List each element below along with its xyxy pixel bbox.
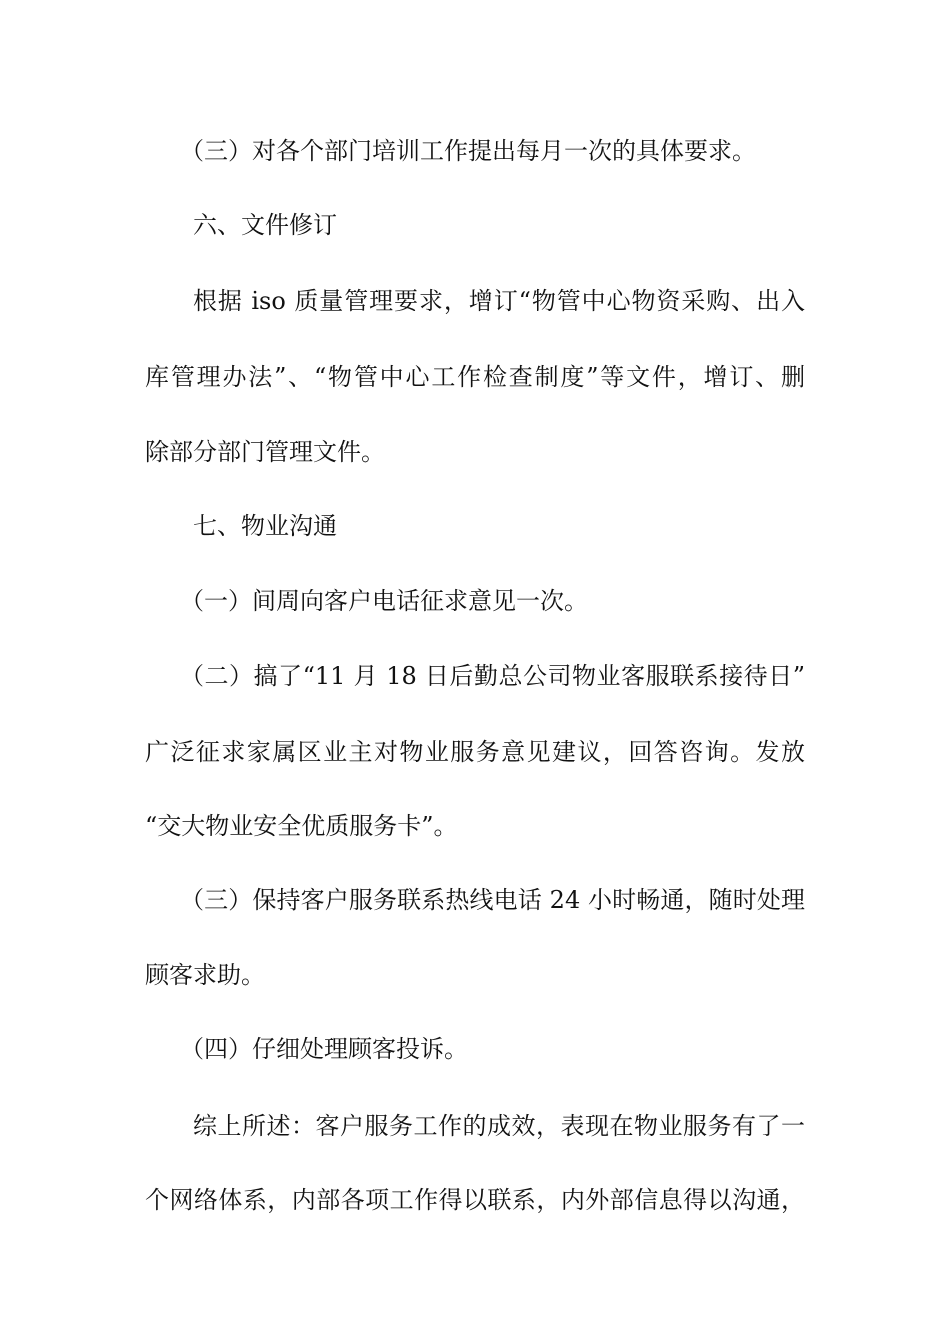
line-text: 广泛征求家属区业主对物业服务意见建议，回答咨询。发放 [145, 738, 805, 766]
paragraph-line [0, 880, 950, 920]
line-text: 库管理办法”、“物管中心工作检查制度”等文件，增订、删 [145, 363, 805, 391]
line-text: 除部分部门管理文件。 [145, 438, 385, 466]
paragraph-line [0, 131, 950, 171]
line-text: 根据 iso 质量管理要求，增订“物管中心物资采购、出入 [193, 287, 805, 315]
paragraph-line [0, 955, 950, 995]
line-text: 综上所述：客户服务工作的成效，表现在物业服务有了一 [193, 1112, 805, 1140]
line-text: （三）保持客户服务联系热线电话 24 小时畅通，随时处理 [180, 886, 805, 914]
paragraph-line [0, 732, 950, 772]
paragraph-line [0, 357, 950, 397]
paragraph-line [0, 806, 950, 846]
paragraph-line [0, 1106, 950, 1146]
paragraph-line [0, 581, 950, 621]
heading-text: 七、物业沟通 [193, 512, 337, 540]
heading-text: 六、文件修订 [193, 211, 337, 239]
paragraph-line [0, 1029, 950, 1069]
paragraph-line [0, 656, 950, 696]
section-heading [0, 205, 950, 245]
section-heading [0, 506, 950, 546]
paragraph-line [0, 1180, 950, 1220]
line-text: （二）搞了“11 月 18 日后勤总公司物业客服联系接待日” [180, 662, 805, 690]
line-text: 个网络体系，内部各项工作得以联系，内外部信息得以沟通， [145, 1186, 805, 1214]
line-text: 顾客求助。 [145, 961, 265, 989]
paragraph-line [0, 281, 950, 321]
line-text: “交大物业安全优质服务卡”。 [145, 812, 458, 840]
line-text: （四）仔细处理顾客投诉。 [180, 1035, 468, 1063]
line-text: （一）间周向客户电话征求意见一次。 [180, 587, 588, 615]
line-text: （三）对各个部门培训工作提出每月一次的具体要求。 [180, 137, 756, 165]
paragraph-line [0, 432, 950, 472]
